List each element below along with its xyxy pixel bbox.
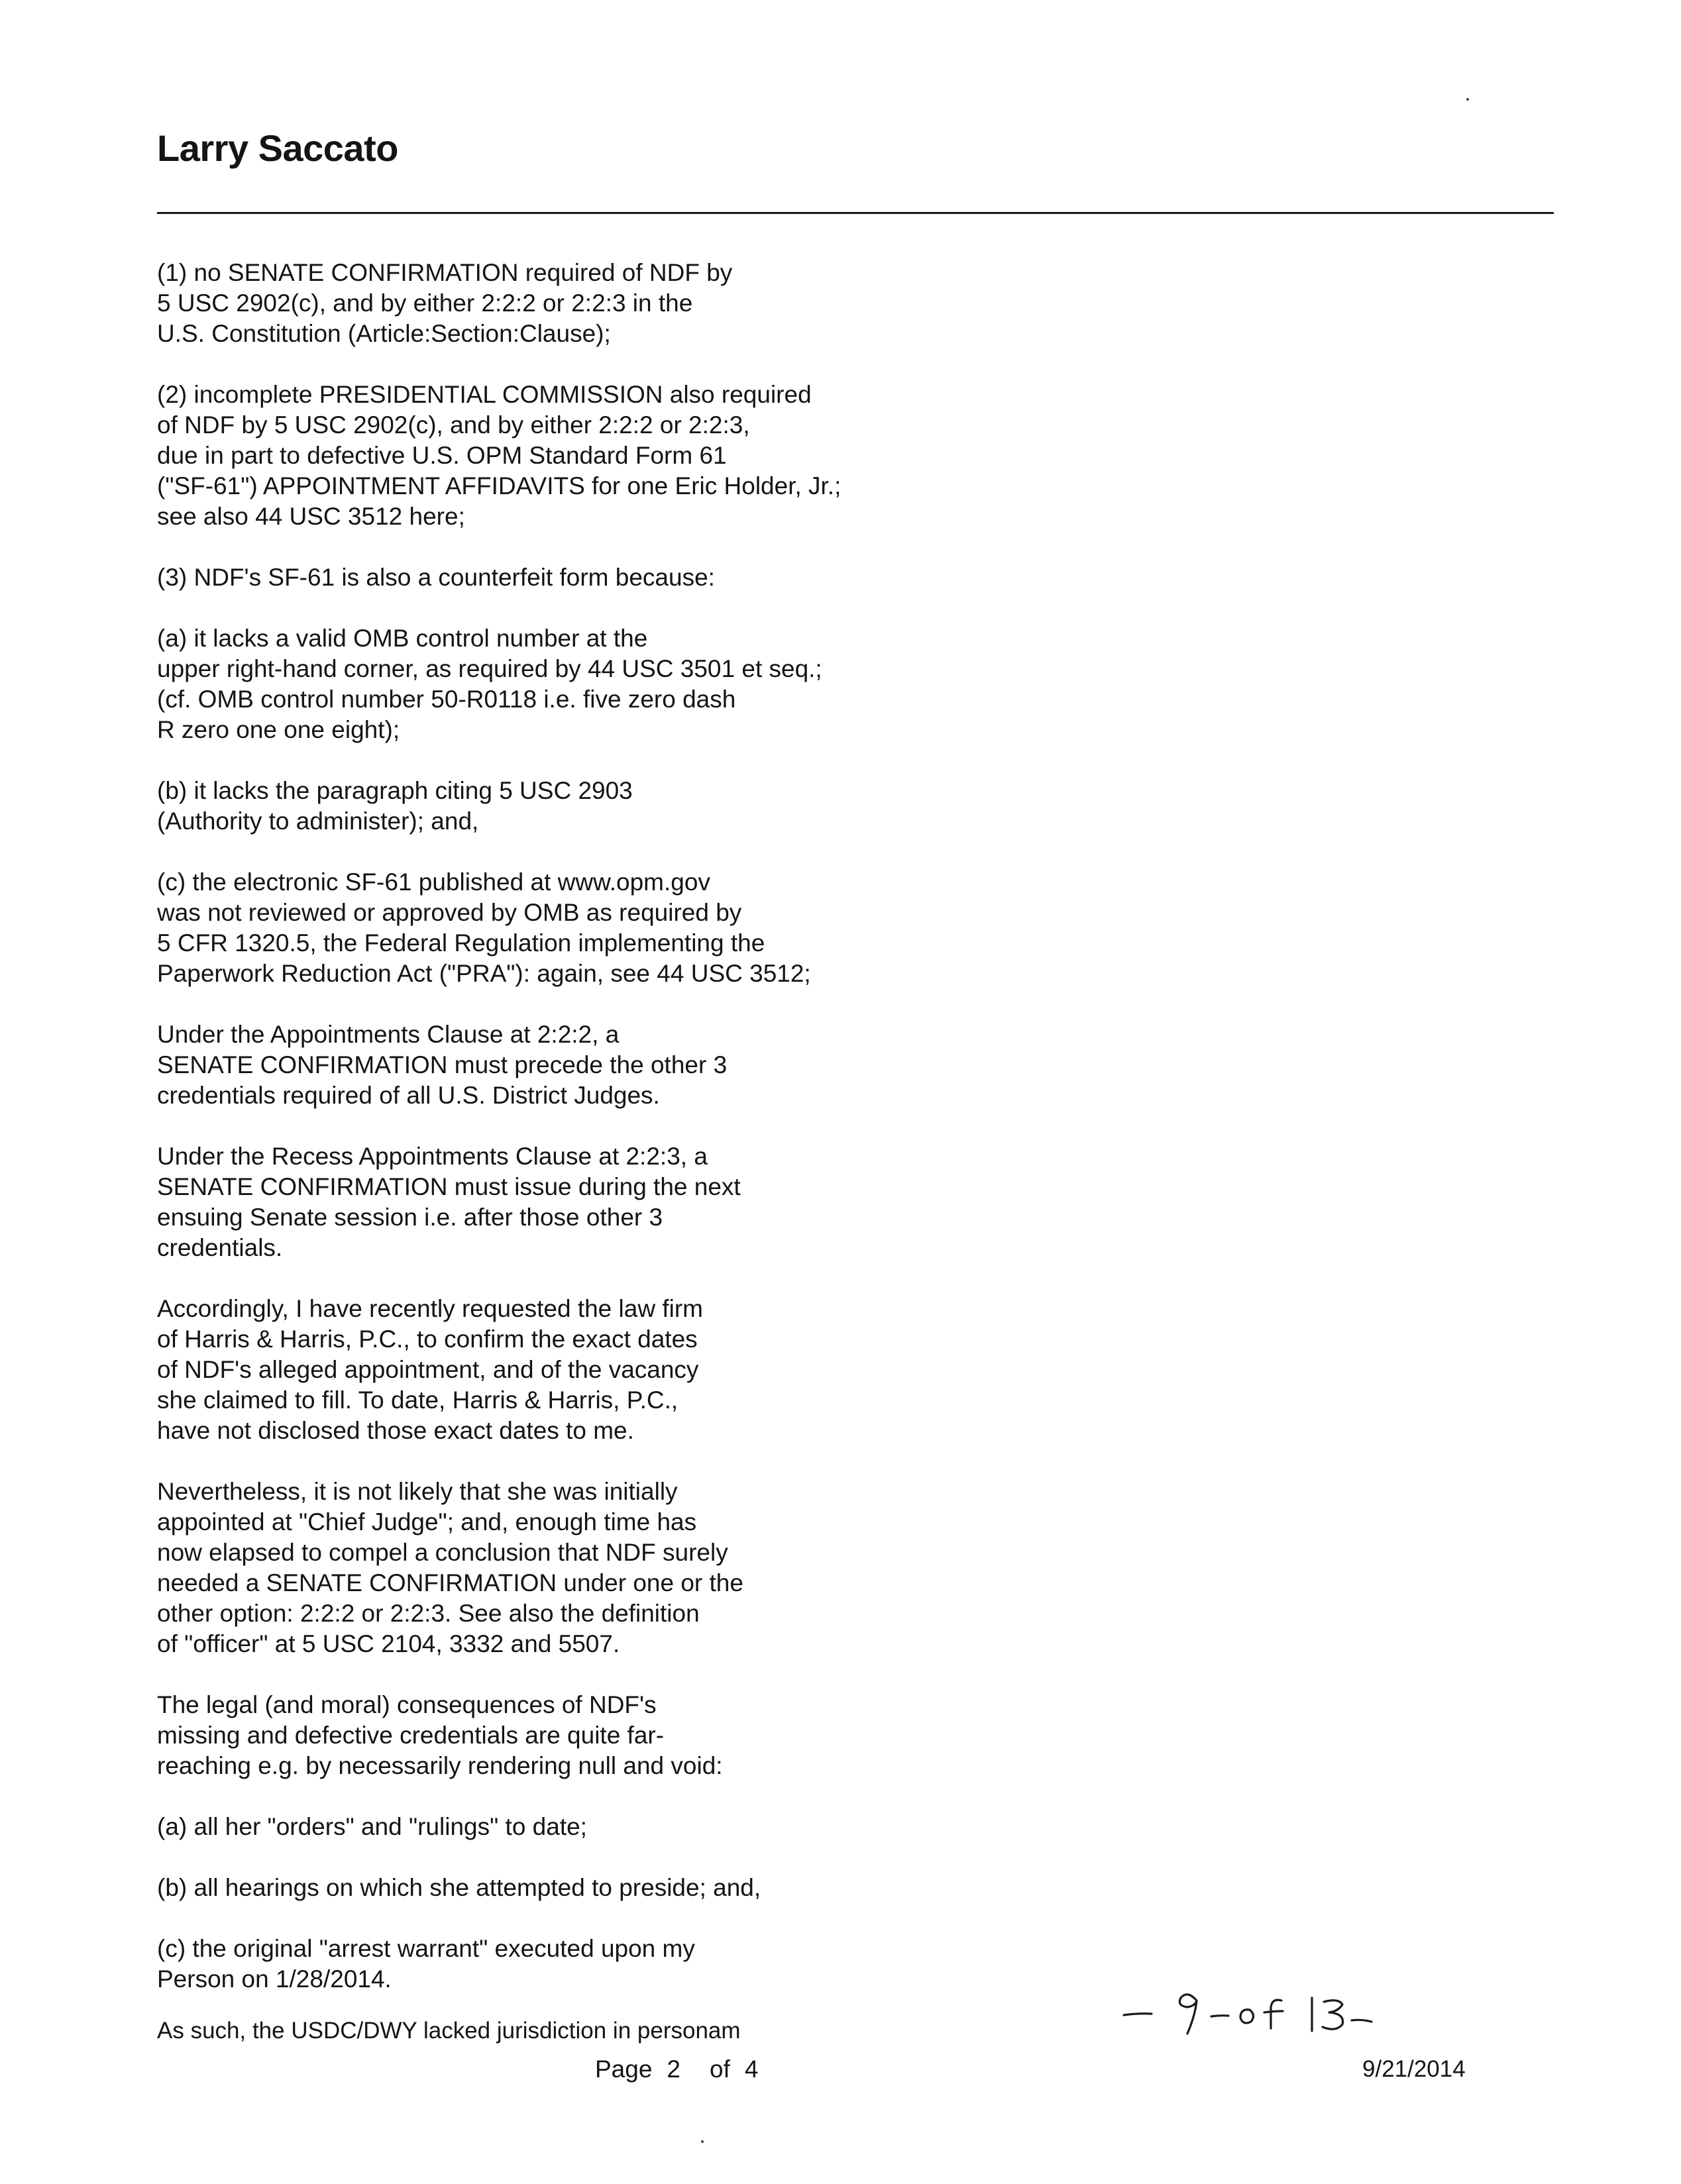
paragraph-13 — [157, 1873, 952, 1903]
paragraph-3 — [157, 562, 952, 593]
hw-digit-three — [1323, 2001, 1343, 2029]
text-line: (2) incomplete PRESIDENTIAL COMMISSION also required — [157, 381, 812, 408]
text-line: 5 USC 2902(c), and by either 2:2:2 or 2:2:3 in the — [157, 289, 693, 317]
paragraph-12 — [157, 1812, 952, 1842]
text-line: missing and defective credentials are quite far- — [157, 1722, 665, 1749]
footer-date: 9/21/2014 — [1362, 2056, 1466, 2082]
text-line: Under the Recess Appointments Clause at 2:2:3, a — [157, 1143, 708, 1170]
text-line: have not disclosed those exact dates to me. — [157, 1417, 634, 1444]
page-label: Page — [595, 2055, 653, 2083]
text-line: she claimed to fill. To date, Harris & Harris, P.C., — [157, 1386, 678, 1414]
paragraph-11 — [157, 1690, 952, 1781]
paragraph-10 — [157, 1477, 952, 1659]
text-line: ("SF-61") APPOINTMENT AFFIDAVITS for one Eric Holder, Jr.; — [157, 472, 841, 499]
hw-dash-right — [1352, 2020, 1372, 2022]
text-line: Accordingly, I have recently requested the law firm — [157, 1295, 703, 1322]
paragraph-5 — [157, 776, 952, 837]
paragraph-4 — [157, 623, 952, 745]
page-total: 4 — [744, 2055, 759, 2083]
text-line: reaching e.g. by necessarily rendering null and void: — [157, 1752, 723, 1779]
text-line: SENATE CONFIRMATION must issue during the next — [157, 1173, 741, 1200]
text-line: (a) it lacks a valid OMB control number at the — [157, 625, 648, 652]
text-line: (c) the original "arrest warrant" executed upon my — [157, 1935, 695, 1962]
paragraph-8 — [157, 1141, 952, 1263]
text-line: (3) NDF's SF-61 is also a counterfeit form because: — [157, 564, 715, 591]
letter-body — [157, 258, 952, 1995]
text-line: (cf. OMB control number 50-R0118 i.e. five zero dash — [157, 686, 736, 713]
text-line: upper right-hand corner, as required by 44 USC 3501 et seq.; — [157, 655, 822, 682]
page-of-label: of — [710, 2055, 730, 2083]
text-line: of "officer" at 5 USC 2104, 3332 and 5507. — [157, 1630, 620, 1657]
text-line: R zero one one eight); — [157, 716, 400, 743]
scan-speck — [701, 2140, 704, 2143]
paragraph-6 — [157, 867, 952, 989]
scan-speck — [1466, 98, 1469, 101]
text-line: of NDF by 5 USC 2902(c), and by either 2:2:2 or 2:2:3, — [157, 411, 750, 439]
text-line: appointed at "Chief Judge"; and, enough time has — [157, 1508, 697, 1535]
text-line: The legal (and moral) consequences of NDF's — [157, 1691, 657, 1718]
text-line: 5 CFR 1320.5, the Federal Regulation implementing the — [157, 929, 765, 957]
text-line: (b) all hearings on which she attempted to preside; and, — [157, 1874, 761, 1901]
page-number: 2 — [667, 2055, 680, 2083]
text-line: Person on 1/28/2014. — [157, 1965, 392, 1993]
paragraph-14 — [157, 1934, 952, 1995]
text-line: of Harris & Harris, P.C., to confirm the exact dates — [157, 1326, 698, 1353]
text-line: (c) the electronic SF-61 published at www.opm.gov — [157, 868, 710, 896]
hw-letter-o — [1240, 2010, 1254, 2023]
hw-letter-f — [1264, 2000, 1283, 2028]
text-line: ensuing Senate session i.e. after those other 3 — [157, 1204, 663, 1231]
text-line: Nevertheless, it is not likely that she was initially — [157, 1478, 678, 1505]
page-indicator — [595, 2054, 758, 2085]
text-line: credentials. — [157, 1234, 283, 1261]
text-line: of NDF's alleged appointment, and of the vacancy — [157, 1356, 699, 1383]
paragraph-1 — [157, 258, 952, 349]
text-line: SENATE CONFIRMATION must precede the other 3 — [157, 1051, 728, 1078]
header-divider — [157, 212, 1554, 214]
author-name: Larry Saccato — [157, 127, 398, 169]
paragraph-9 — [157, 1294, 952, 1446]
text-line: now elapsed to compel a conclusion that NDF surely — [157, 1539, 728, 1566]
text-line: Paperwork Reduction Act ("PRA"): again, see 44 USC 3512; — [157, 960, 811, 987]
hw-dash-left — [1124, 2014, 1152, 2015]
text-line: see also 44 USC 3512 here; — [157, 503, 465, 530]
text-line: needed a SENATE CONFIRMATION under one or the — [157, 1569, 743, 1596]
hw-digit-nine — [1179, 1995, 1197, 2034]
text-line: Under the Appointments Clause at 2:2:2, a — [157, 1021, 620, 1048]
text-line: (b) it lacks the paragraph citing 5 USC 2903 — [157, 777, 633, 804]
text-line: U.S. Constitution (Article:Section:Clause); — [157, 320, 611, 347]
text-line: (a) all her "orders" and "rulings" to date; — [157, 1813, 587, 1840]
text-line: (1) no SENATE CONFIRMATION required of NDF by — [157, 259, 733, 286]
paragraph-7 — [157, 1019, 952, 1111]
text-line: credentials required of all U.S. District Judges. — [157, 1082, 660, 1109]
text-line: other option: 2:2:2 or 2:2:3. See also the definition — [157, 1600, 700, 1627]
text-line: due in part to defective U.S. OPM Standard Form 61 — [157, 442, 727, 469]
text-line: was not reviewed or approved by OMB as required by — [157, 899, 742, 926]
text-line: (Authority to administer); and, — [157, 807, 479, 835]
trailing-sentence: As such, the USDC/DWY lacked jurisdiction in personam — [157, 2018, 741, 2044]
handwritten-page-note — [1118, 1981, 1430, 2040]
paragraph-2 — [157, 380, 952, 532]
